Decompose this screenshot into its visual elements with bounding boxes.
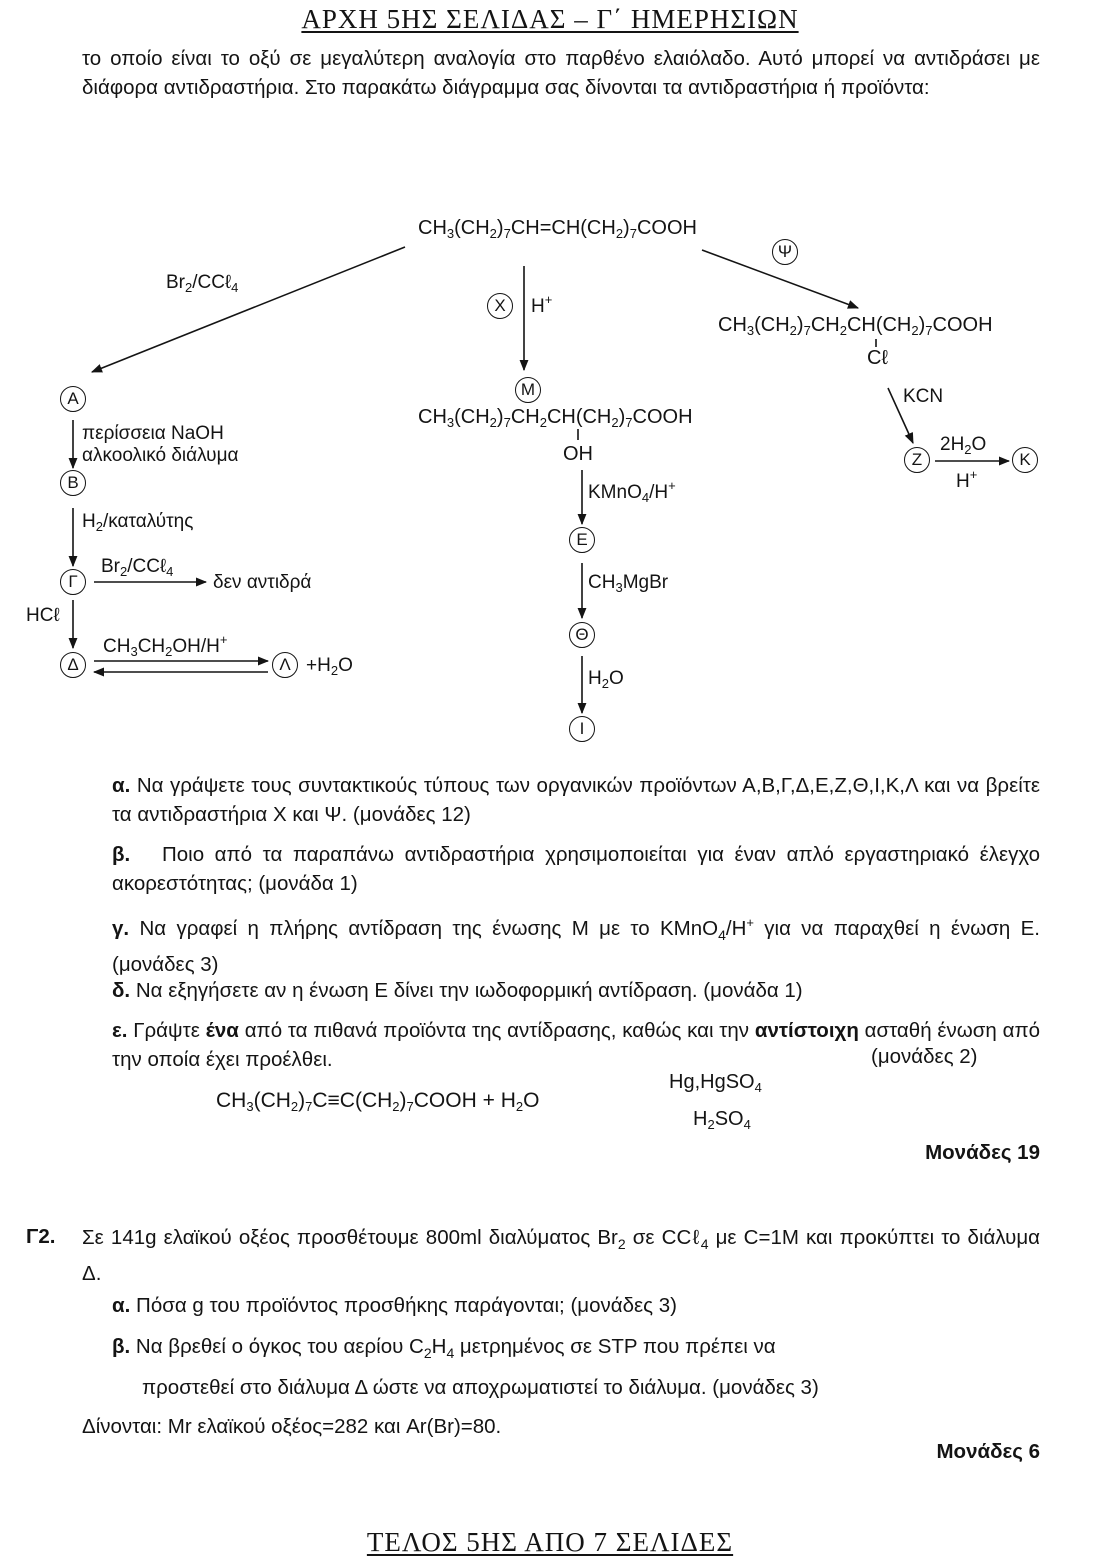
g2-question-a: α. Πόσα g του προϊόντος προσθήκης παράγονται; (μονάδες 3): [112, 1294, 677, 1317]
reagent-kmno4: KMnO$_4$/H+: [588, 478, 676, 505]
question-a: α. Να γράψετε τους συντακτικούς τύπους των οργανικών προϊόντων Α,Β,Γ,Δ,Ε,Ζ,Θ,Ι,Κ,Λ και να βρείτε τα αντιδραστήρια Χ και Ψ. (μονάδες 12): [112, 774, 1040, 826]
reagent-water: $H_2O$: [588, 668, 624, 691]
alkyne-equation: $CH_3(CH_2)_7C\equiv C(CH_2)_7COOH + H_2O$: [216, 1089, 540, 1114]
reagent-naoh-line1: περίσσεια NaOH: [82, 423, 224, 444]
compound-b-circle: Β: [60, 470, 86, 496]
compound-psi-circle: Ψ: [772, 239, 798, 265]
arrow-to-a: [92, 247, 405, 372]
reagent-kcn: KCN: [903, 386, 944, 407]
compound-g-circle: Γ: [60, 569, 86, 595]
compound-a-circle: Α: [60, 386, 86, 412]
question-d: δ. Να εξηγήσετε αν η ένωση Ε δίνει την ιωδοφορμική αντίδραση. (μονάδα 1): [112, 979, 803, 1002]
compound-theta-circle: Θ: [569, 622, 595, 648]
page-header: ΑΡΧΗ 5ΗΣ ΣΕΛΙΔΑΣ – Γ΄ ΗΜΕΡΗΣΙΩΝ: [301, 4, 799, 34]
no-reaction-text: δεν αντιδρά: [213, 572, 312, 593]
total-marks-g1: Μονάδες 19: [925, 1141, 1040, 1164]
total-marks-g2: Μονάδες 6: [936, 1440, 1040, 1463]
g2-question-b: β. Να βρεθεί ο όγκος του αερίου $C_2H_4$ μετρημένος σε STP που πρέπει να: [112, 1335, 776, 1362]
compound-l-circle: Λ: [272, 652, 298, 678]
reagent-h2-catalyst: $H_2$/καταλύτης: [82, 511, 194, 534]
g2-question-b-line2: προστεθεί στο διάλυμα Δ ώστε να αποχρωματιστεί το διάλυμα. (μονάδες 3): [142, 1376, 819, 1399]
g2-given: Δίνονται: Mr ελαϊκού οξέος=282 και Ar(Br)=80.: [82, 1415, 502, 1438]
compound-d-circle: Δ: [60, 652, 86, 678]
chloro-substituent: Cℓ: [867, 347, 888, 369]
oleic-acid-formula: $CH_3(CH_2)_7CH=CH(CH_2)_7COOH$: [418, 217, 697, 241]
g2-label: Γ2.: [26, 1225, 56, 1248]
compound-i-circle: Ι: [569, 716, 595, 742]
hydroxy-substituent: OH: [563, 443, 593, 465]
reagent-ch3mgbr: $CH_3MgBr$: [588, 572, 669, 595]
reagent-hcl: HCℓ: [26, 605, 60, 626]
question-b: β. Ποιο από τα παραπάνω αντιδραστήρια χρησιμοποιείται για έναν απλό εργαστηριακό έλεγχο ακορεστότητας; (μονάδα 1): [112, 843, 1040, 895]
hydroxy-compound-formula: $CH_3(CH_2)_7CH_2CH(CH_2)_7COOH$: [418, 406, 693, 430]
compound-k-circle: Κ: [1012, 447, 1038, 473]
reagent-h-plus: H+: [531, 292, 553, 317]
compound-e-circle: Ε: [569, 527, 595, 553]
reagent-br2-ccl4: $Br_2/CC\ell_4$: [166, 272, 239, 295]
plus-water: $+H_2O$: [306, 655, 353, 678]
g2-text: Σε 141g ελαϊκού οξέος προσθέτουμε 800ml διαλύματος $Br_2$ σε CCℓ$_4$ με C=1M και προκύπτει το διάλυμα Δ.: [82, 1226, 1040, 1286]
page-footer: ΤΕΛΟΣ 5ΗΣ ΑΠΟ 7 ΣΕΛΙΔΕΣ: [366, 1527, 734, 1557]
catalyst-bottom: $H_2SO_4$: [693, 1108, 751, 1132]
reagent-h-plus-k: H+: [956, 467, 978, 492]
intro-paragraph: το οποίο είναι το οξύ σε μεγαλύτερη αναλογία στο παρθένο ελαιόλαδο. Αυτό μπορεί να αντιδράσει με διάφορα αντιδραστήρια. Στο παρακάτω διάγραμμα σας δίνονται τα αντιδραστήρια ή προϊόντα:: [82, 47, 1040, 99]
reagent-2h2o: $2H_2O$: [940, 434, 987, 457]
reagent-br2-g: $Br_2/CC\ell_4$: [101, 556, 174, 579]
compound-z-circle: Ζ: [904, 447, 930, 473]
reagent-ethanol: $CH_3CH_2OH/H^+$: [103, 632, 228, 659]
chloro-compound-formula: $CH_3(CH_2)_7CH_2CH(CH_2)_7COOH$: [718, 314, 993, 338]
compound-m-circle: Μ: [515, 377, 541, 403]
question-e: ε. Γράψτε ένα από τα πιθανά προϊόντα της αντίδρασης, καθώς και την αντίστοιχη ασταθή ένωση από την οποία έχει προέλθει.: [112, 1019, 1040, 1071]
compound-x-circle: Χ: [487, 293, 513, 319]
question-c: γ. Να γραφεί η πλήρης αντίδραση της ένωσης Μ με το KMnO$_4$/H+ για να παραχθεί η ένωση Ε. (μονάδες 3): [112, 915, 1040, 976]
reagent-naoh-line2: αλκοολικό διάλυμα: [82, 445, 239, 466]
catalyst-top: Hg,HgSO$_4$: [669, 1071, 762, 1095]
question-e-marks: (μονάδες 2): [871, 1045, 978, 1068]
